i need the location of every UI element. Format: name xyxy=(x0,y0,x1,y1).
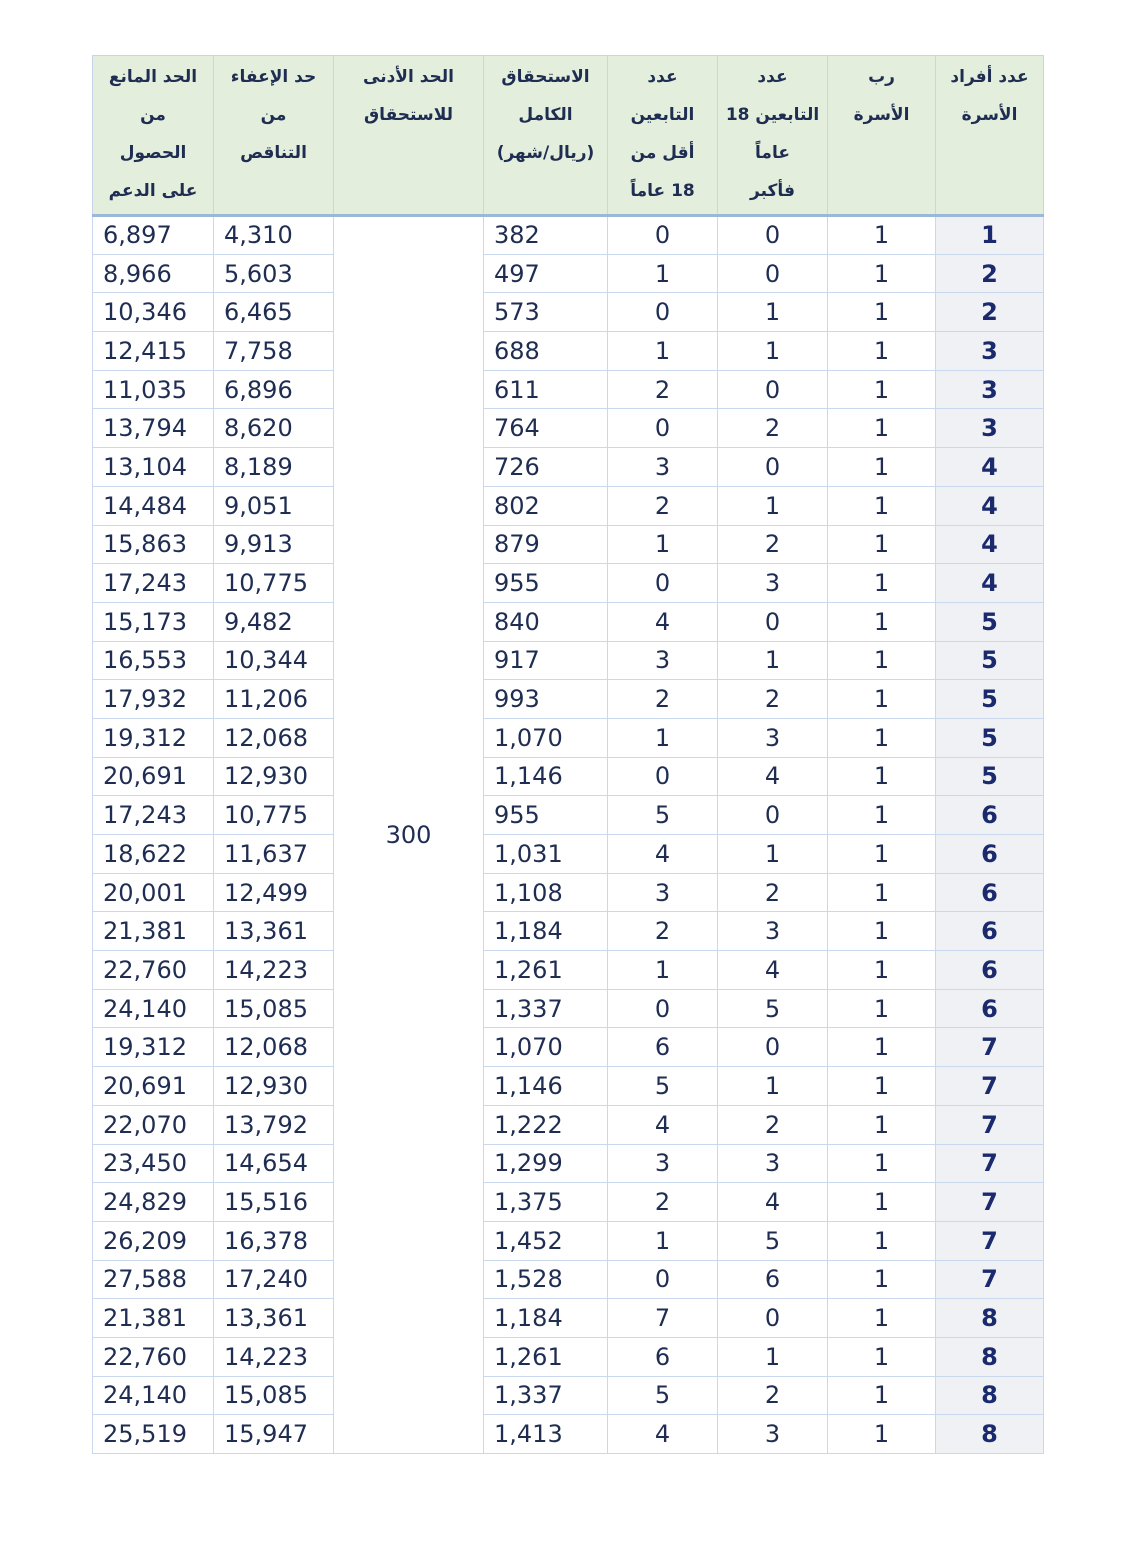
cell-head-of-household: 1 xyxy=(828,718,936,757)
table-row xyxy=(93,1415,1044,1454)
cell-dependents-adult: 3 xyxy=(718,1144,828,1183)
cell-full-entitlement: 879 xyxy=(484,525,608,564)
cell-head-of-household: 1 xyxy=(828,254,936,293)
cell-dependents-minor: 4 xyxy=(608,1415,718,1454)
cell-head-of-household: 1 xyxy=(828,216,936,255)
header-line: الأسرة xyxy=(961,105,1018,125)
cell-dependents-minor: 1 xyxy=(608,254,718,293)
support-table xyxy=(92,55,1044,1454)
cell-full-entitlement: 1,146 xyxy=(484,1067,608,1106)
cell-exemption-limit: 16,378 xyxy=(214,1221,334,1260)
cell-head-of-household: 1 xyxy=(828,989,936,1028)
cell-full-entitlement: 1,299 xyxy=(484,1144,608,1183)
cell-dependents-minor: 6 xyxy=(608,1028,718,1067)
table-row xyxy=(93,796,1044,835)
header-line: على الدعم xyxy=(108,181,198,201)
cell-head-of-household: 1 xyxy=(828,1221,936,1260)
cell-prohibitive-limit: 19,312 xyxy=(93,1028,214,1067)
cell-full-entitlement: 802 xyxy=(484,486,608,525)
cell-prohibitive-limit: 19,312 xyxy=(93,718,214,757)
cell-prohibitive-limit: 23,450 xyxy=(93,1144,214,1183)
cell-full-entitlement: 1,337 xyxy=(484,989,608,1028)
cell-family-size: 6 xyxy=(936,951,1044,990)
cell-full-entitlement: 1,413 xyxy=(484,1415,608,1454)
cell-exemption-limit: 10,775 xyxy=(214,796,334,835)
cell-prohibitive-limit: 6,897 xyxy=(93,216,214,255)
cell-family-size: 4 xyxy=(936,564,1044,603)
cell-head-of-household: 1 xyxy=(828,448,936,487)
cell-prohibitive-limit: 12,415 xyxy=(93,332,214,371)
cell-prohibitive-limit: 10,346 xyxy=(93,293,214,332)
cell-exemption-limit: 6,465 xyxy=(214,293,334,332)
table-row xyxy=(93,602,1044,641)
cell-family-size: 7 xyxy=(936,1260,1044,1299)
cell-prohibitive-limit: 13,794 xyxy=(93,409,214,448)
cell-prohibitive-limit: 21,381 xyxy=(93,912,214,951)
cell-dependents-adult: 3 xyxy=(718,564,828,603)
cell-head-of-household: 1 xyxy=(828,757,936,796)
cell-prohibitive-limit: 8,966 xyxy=(93,254,214,293)
cell-prohibitive-limit: 25,519 xyxy=(93,1415,214,1454)
cell-dependents-minor: 3 xyxy=(608,1144,718,1183)
cell-exemption-limit: 10,775 xyxy=(214,564,334,603)
cell-dependents-minor: 0 xyxy=(608,293,718,332)
cell-exemption-limit: 11,206 xyxy=(214,680,334,719)
cell-exemption-limit: 9,913 xyxy=(214,525,334,564)
table-row xyxy=(93,1105,1044,1144)
cell-family-size: 3 xyxy=(936,370,1044,409)
cell-full-entitlement: 1,375 xyxy=(484,1183,608,1222)
cell-head-of-household: 1 xyxy=(828,1144,936,1183)
table-row xyxy=(93,912,1044,951)
cell-dependents-minor: 4 xyxy=(608,835,718,874)
cell-dependents-minor: 0 xyxy=(608,1260,718,1299)
cell-full-entitlement: 1,261 xyxy=(484,1337,608,1376)
header-line: فأكبر xyxy=(750,181,795,201)
cell-family-size: 2 xyxy=(936,293,1044,332)
cell-prohibitive-limit: 21,381 xyxy=(93,1299,214,1338)
cell-family-size: 7 xyxy=(936,1144,1044,1183)
cell-dependents-adult: 2 xyxy=(718,873,828,912)
cell-exemption-limit: 7,758 xyxy=(214,332,334,371)
cell-dependents-adult: 6 xyxy=(718,1260,828,1299)
cell-full-entitlement: 1,070 xyxy=(484,718,608,757)
cell-dependents-adult: 0 xyxy=(718,1028,828,1067)
cell-dependents-adult: 0 xyxy=(718,796,828,835)
cell-full-entitlement: 955 xyxy=(484,796,608,835)
cell-dependents-adult: 1 xyxy=(718,1067,828,1106)
cell-prohibitive-limit: 14,484 xyxy=(93,486,214,525)
cell-exemption-limit: 15,085 xyxy=(214,989,334,1028)
table-row xyxy=(93,718,1044,757)
cell-dependents-minor: 3 xyxy=(608,641,718,680)
cell-exemption-limit: 15,947 xyxy=(214,1415,334,1454)
header-exemption-limit xyxy=(214,56,334,216)
cell-full-entitlement: 840 xyxy=(484,602,608,641)
table-row xyxy=(93,216,1044,255)
cell-head-of-household: 1 xyxy=(828,1105,936,1144)
cell-dependents-adult: 1 xyxy=(718,641,828,680)
cell-prohibitive-limit: 17,932 xyxy=(93,680,214,719)
cell-head-of-household: 1 xyxy=(828,486,936,525)
table-row xyxy=(93,1067,1044,1106)
cell-dependents-minor: 2 xyxy=(608,1183,718,1222)
cell-family-size: 7 xyxy=(936,1105,1044,1144)
cell-dependents-minor: 1 xyxy=(608,525,718,564)
cell-prohibitive-limit: 22,760 xyxy=(93,951,214,990)
cell-exemption-limit: 14,223 xyxy=(214,951,334,990)
table-row xyxy=(93,989,1044,1028)
cell-prohibitive-limit: 24,140 xyxy=(93,1376,214,1415)
cell-dependents-adult: 4 xyxy=(718,951,828,990)
cell-family-size: 5 xyxy=(936,641,1044,680)
cell-full-entitlement: 917 xyxy=(484,641,608,680)
cell-exemption-limit: 12,068 xyxy=(214,718,334,757)
cell-family-size: 4 xyxy=(936,525,1044,564)
cell-full-entitlement: 1,261 xyxy=(484,951,608,990)
table-row xyxy=(93,1337,1044,1376)
cell-full-entitlement: 1,452 xyxy=(484,1221,608,1260)
header-line: الحصول xyxy=(119,143,187,163)
cell-dependents-minor: 2 xyxy=(608,370,718,409)
cell-family-size: 8 xyxy=(936,1299,1044,1338)
cell-dependents-minor: 2 xyxy=(608,912,718,951)
cell-exemption-limit: 12,930 xyxy=(214,757,334,796)
cell-dependents-minor: 3 xyxy=(608,448,718,487)
header-line: الكامل xyxy=(518,105,573,125)
cell-full-entitlement: 382 xyxy=(484,216,608,255)
cell-min-entitlement: 300 xyxy=(334,216,484,1454)
cell-exemption-limit: 8,620 xyxy=(214,409,334,448)
cell-family-size: 2 xyxy=(936,254,1044,293)
cell-dependents-adult: 4 xyxy=(718,1183,828,1222)
cell-family-size: 3 xyxy=(936,332,1044,371)
cell-full-entitlement: 993 xyxy=(484,680,608,719)
cell-head-of-household: 1 xyxy=(828,332,936,371)
cell-dependents-adult: 0 xyxy=(718,254,828,293)
header-full-entitlement xyxy=(484,56,608,216)
cell-prohibitive-limit: 17,243 xyxy=(93,564,214,603)
cell-family-size: 3 xyxy=(936,409,1044,448)
cell-exemption-limit: 13,361 xyxy=(214,912,334,951)
cell-exemption-limit: 15,085 xyxy=(214,1376,334,1415)
header-line: الحد الأدنى xyxy=(363,67,454,87)
cell-family-size: 6 xyxy=(936,912,1044,951)
cell-head-of-household: 1 xyxy=(828,1183,936,1222)
cell-dependents-minor: 3 xyxy=(608,873,718,912)
cell-full-entitlement: 1,184 xyxy=(484,1299,608,1338)
cell-prohibitive-limit: 16,553 xyxy=(93,641,214,680)
cell-dependents-minor: 1 xyxy=(608,718,718,757)
cell-full-entitlement: 688 xyxy=(484,332,608,371)
cell-prohibitive-limit: 17,243 xyxy=(93,796,214,835)
cell-prohibitive-limit: 15,863 xyxy=(93,525,214,564)
header-line: عدد أفراد xyxy=(950,67,1029,87)
cell-head-of-household: 1 xyxy=(828,951,936,990)
cell-dependents-minor: 0 xyxy=(608,989,718,1028)
header-line: الحد المانع xyxy=(108,67,198,87)
cell-dependents-minor: 1 xyxy=(608,1221,718,1260)
cell-prohibitive-limit: 22,070 xyxy=(93,1105,214,1144)
cell-exemption-limit: 5,603 xyxy=(214,254,334,293)
cell-prohibitive-limit: 18,622 xyxy=(93,835,214,874)
cell-exemption-limit: 10,344 xyxy=(214,641,334,680)
cell-head-of-household: 1 xyxy=(828,409,936,448)
cell-head-of-household: 1 xyxy=(828,796,936,835)
cell-prohibitive-limit: 13,104 xyxy=(93,448,214,487)
cell-family-size: 8 xyxy=(936,1337,1044,1376)
header-prohibitive-limit xyxy=(93,56,214,216)
header-line: التناقص xyxy=(240,143,307,163)
cell-family-size: 4 xyxy=(936,486,1044,525)
cell-exemption-limit: 12,499 xyxy=(214,873,334,912)
cell-prohibitive-limit: 24,829 xyxy=(93,1183,214,1222)
cell-full-entitlement: 1,337 xyxy=(484,1376,608,1415)
header-line: عدد xyxy=(757,67,788,87)
cell-head-of-household: 1 xyxy=(828,1260,936,1299)
header-line: الأسرة xyxy=(853,105,910,125)
cell-head-of-household: 1 xyxy=(828,602,936,641)
cell-family-size: 5 xyxy=(936,757,1044,796)
table-row xyxy=(93,757,1044,796)
cell-dependents-adult: 2 xyxy=(718,1105,828,1144)
header-head-of-household xyxy=(828,56,936,216)
cell-family-size: 5 xyxy=(936,602,1044,641)
cell-family-size: 7 xyxy=(936,1183,1044,1222)
cell-dependents-minor: 4 xyxy=(608,1105,718,1144)
cell-full-entitlement: 1,108 xyxy=(484,873,608,912)
cell-dependents-minor: 2 xyxy=(608,486,718,525)
cell-exemption-limit: 13,792 xyxy=(214,1105,334,1144)
cell-full-entitlement: 955 xyxy=(484,564,608,603)
cell-dependents-adult: 0 xyxy=(718,370,828,409)
cell-head-of-household: 1 xyxy=(828,835,936,874)
cell-dependents-minor: 0 xyxy=(608,409,718,448)
cell-dependents-minor: 5 xyxy=(608,1376,718,1415)
table-row xyxy=(93,1299,1044,1338)
cell-head-of-household: 1 xyxy=(828,873,936,912)
header-line: حد الإعفاء xyxy=(230,67,317,87)
cell-dependents-adult: 1 xyxy=(718,1337,828,1376)
cell-dependents-minor: 0 xyxy=(608,216,718,255)
cell-full-entitlement: 611 xyxy=(484,370,608,409)
header-line: التابعين 18 عاماً xyxy=(725,105,820,163)
table-row xyxy=(93,835,1044,874)
cell-dependents-adult: 0 xyxy=(718,448,828,487)
header-dependents-adult xyxy=(718,56,828,216)
cell-head-of-household: 1 xyxy=(828,1376,936,1415)
cell-prohibitive-limit: 20,691 xyxy=(93,1067,214,1106)
table-row xyxy=(93,1144,1044,1183)
cell-full-entitlement: 1,031 xyxy=(484,835,608,874)
cell-family-size: 8 xyxy=(936,1415,1044,1454)
cell-family-size: 7 xyxy=(936,1067,1044,1106)
cell-family-size: 6 xyxy=(936,835,1044,874)
header-min-entitlement xyxy=(334,56,484,216)
cell-full-entitlement: 1,146 xyxy=(484,757,608,796)
header-line: التابعين xyxy=(630,105,695,125)
cell-dependents-adult: 0 xyxy=(718,216,828,255)
cell-prohibitive-limit: 11,035 xyxy=(93,370,214,409)
cell-full-entitlement: 497 xyxy=(484,254,608,293)
cell-full-entitlement: 1,070 xyxy=(484,1028,608,1067)
table-row xyxy=(93,1221,1044,1260)
header-line: من xyxy=(140,105,166,125)
cell-dependents-adult: 4 xyxy=(718,757,828,796)
cell-dependents-adult: 1 xyxy=(718,332,828,371)
cell-dependents-adult: 1 xyxy=(718,293,828,332)
table-row xyxy=(93,1028,1044,1067)
cell-exemption-limit: 11,637 xyxy=(214,835,334,874)
cell-dependents-adult: 3 xyxy=(718,718,828,757)
cell-family-size: 1 xyxy=(936,216,1044,255)
table-row xyxy=(93,951,1044,990)
header-line: 18 عاماً xyxy=(630,181,695,201)
cell-full-entitlement: 1,528 xyxy=(484,1260,608,1299)
cell-dependents-adult: 0 xyxy=(718,1299,828,1338)
table-row xyxy=(93,486,1044,525)
cell-head-of-household: 1 xyxy=(828,293,936,332)
cell-exemption-limit: 12,068 xyxy=(214,1028,334,1067)
header-line: من xyxy=(260,105,287,125)
cell-full-entitlement: 1,222 xyxy=(484,1105,608,1144)
cell-exemption-limit: 9,051 xyxy=(214,486,334,525)
cell-dependents-adult: 1 xyxy=(718,835,828,874)
header-row xyxy=(93,56,1044,216)
table-row xyxy=(93,873,1044,912)
cell-family-size: 7 xyxy=(936,1028,1044,1067)
table-row xyxy=(93,293,1044,332)
header-line: أقل من xyxy=(630,143,695,163)
header-line: الاستحقاق xyxy=(501,67,590,87)
cell-exemption-limit: 12,930 xyxy=(214,1067,334,1106)
cell-dependents-adult: 2 xyxy=(718,1376,828,1415)
cell-head-of-household: 1 xyxy=(828,370,936,409)
table-row xyxy=(93,1260,1044,1299)
cell-dependents-minor: 4 xyxy=(608,602,718,641)
table-row xyxy=(93,409,1044,448)
cell-prohibitive-limit: 20,001 xyxy=(93,873,214,912)
header-line: للاستحقاق xyxy=(363,105,454,125)
table-row xyxy=(93,1183,1044,1222)
cell-dependents-minor: 1 xyxy=(608,332,718,371)
cell-head-of-household: 1 xyxy=(828,1067,936,1106)
cell-exemption-limit: 8,189 xyxy=(214,448,334,487)
cell-family-size: 5 xyxy=(936,718,1044,757)
header-line: (ريال/شهر) xyxy=(496,143,595,163)
cell-head-of-household: 1 xyxy=(828,1415,936,1454)
cell-prohibitive-limit: 26,209 xyxy=(93,1221,214,1260)
cell-full-entitlement: 764 xyxy=(484,409,608,448)
cell-prohibitive-limit: 15,173 xyxy=(93,602,214,641)
cell-exemption-limit: 14,223 xyxy=(214,1337,334,1376)
table-body xyxy=(93,216,1044,1454)
cell-dependents-adult: 2 xyxy=(718,409,828,448)
cell-family-size: 7 xyxy=(936,1221,1044,1260)
cell-full-entitlement: 1,184 xyxy=(484,912,608,951)
cell-prohibitive-limit: 27,588 xyxy=(93,1260,214,1299)
cell-prohibitive-limit: 20,691 xyxy=(93,757,214,796)
table-row xyxy=(93,641,1044,680)
table-row xyxy=(93,525,1044,564)
cell-dependents-adult: 5 xyxy=(718,1221,828,1260)
cell-dependents-minor: 5 xyxy=(608,796,718,835)
cell-exemption-limit: 17,240 xyxy=(214,1260,334,1299)
cell-exemption-limit: 9,482 xyxy=(214,602,334,641)
cell-head-of-household: 1 xyxy=(828,1299,936,1338)
table-row xyxy=(93,448,1044,487)
cell-exemption-limit: 14,654 xyxy=(214,1144,334,1183)
cell-dependents-adult: 5 xyxy=(718,989,828,1028)
cell-exemption-limit: 4,310 xyxy=(214,216,334,255)
cell-dependents-minor: 5 xyxy=(608,1067,718,1106)
table-row xyxy=(93,332,1044,371)
cell-dependents-adult: 1 xyxy=(718,486,828,525)
cell-family-size: 6 xyxy=(936,796,1044,835)
cell-head-of-household: 1 xyxy=(828,525,936,564)
cell-exemption-limit: 13,361 xyxy=(214,1299,334,1338)
cell-dependents-adult: 2 xyxy=(718,525,828,564)
table-row xyxy=(93,254,1044,293)
header-line: عدد xyxy=(647,67,678,87)
cell-head-of-household: 1 xyxy=(828,641,936,680)
cell-dependents-adult: 0 xyxy=(718,602,828,641)
cell-head-of-household: 1 xyxy=(828,1337,936,1376)
cell-family-size: 6 xyxy=(936,989,1044,1028)
cell-full-entitlement: 573 xyxy=(484,293,608,332)
cell-dependents-adult: 3 xyxy=(718,912,828,951)
cell-dependents-minor: 7 xyxy=(608,1299,718,1338)
cell-dependents-adult: 3 xyxy=(718,1415,828,1454)
cell-head-of-household: 1 xyxy=(828,564,936,603)
cell-dependents-minor: 2 xyxy=(608,680,718,719)
cell-exemption-limit: 6,896 xyxy=(214,370,334,409)
cell-dependents-minor: 6 xyxy=(608,1337,718,1376)
header-line: رب xyxy=(868,67,895,87)
cell-dependents-adult: 2 xyxy=(718,680,828,719)
header-dependents-minor xyxy=(608,56,718,216)
cell-family-size: 4 xyxy=(936,448,1044,487)
table-row xyxy=(93,370,1044,409)
cell-family-size: 6 xyxy=(936,873,1044,912)
cell-family-size: 5 xyxy=(936,680,1044,719)
header-family-size xyxy=(936,56,1044,216)
cell-prohibitive-limit: 24,140 xyxy=(93,989,214,1028)
cell-head-of-household: 1 xyxy=(828,1028,936,1067)
cell-full-entitlement: 726 xyxy=(484,448,608,487)
cell-dependents-minor: 1 xyxy=(608,951,718,990)
cell-family-size: 8 xyxy=(936,1376,1044,1415)
table-row xyxy=(93,1376,1044,1415)
table-row xyxy=(93,680,1044,719)
cell-dependents-minor: 0 xyxy=(608,757,718,796)
table-row xyxy=(93,564,1044,603)
cell-head-of-household: 1 xyxy=(828,680,936,719)
cell-exemption-limit: 15,516 xyxy=(214,1183,334,1222)
cell-dependents-minor: 0 xyxy=(608,564,718,603)
cell-prohibitive-limit: 22,760 xyxy=(93,1337,214,1376)
cell-head-of-household: 1 xyxy=(828,912,936,951)
